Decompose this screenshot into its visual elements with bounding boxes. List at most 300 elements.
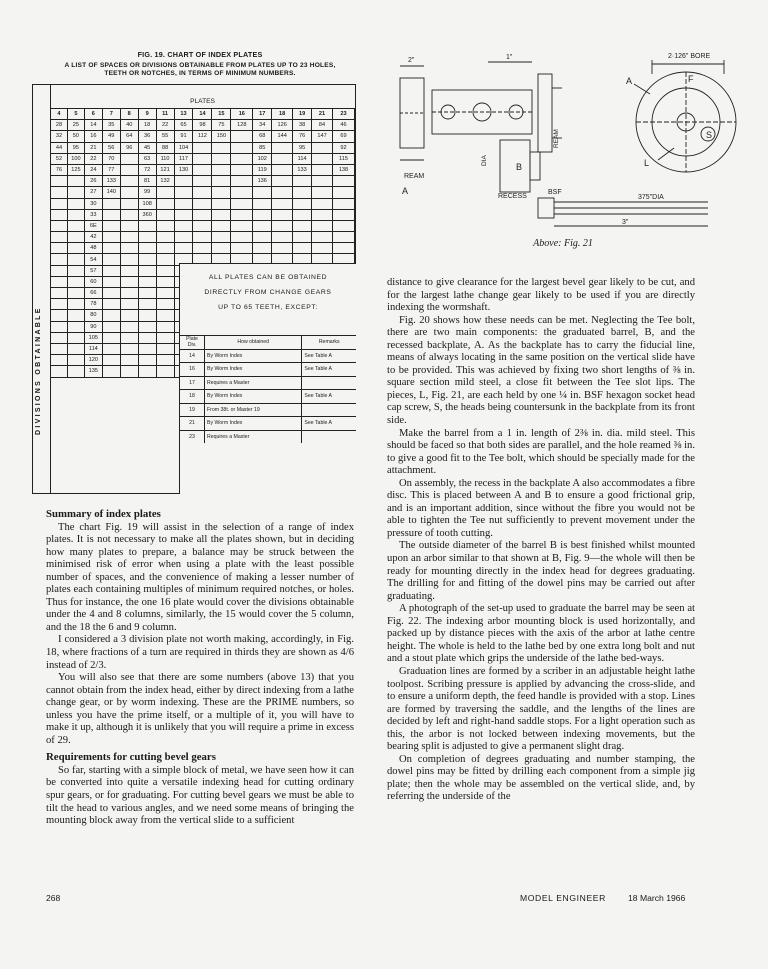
division-cell bbox=[138, 332, 156, 343]
division-cell bbox=[120, 153, 138, 164]
exceptions-cell: See Table A bbox=[302, 349, 356, 363]
exceptions-cell: 21 bbox=[180, 417, 205, 431]
division-cell bbox=[231, 187, 253, 198]
division-cell: 76 bbox=[293, 131, 312, 142]
division-cell bbox=[212, 232, 231, 243]
division-cell bbox=[67, 209, 84, 220]
division-cell: 76 bbox=[51, 164, 68, 175]
plate-size-cell: 18 bbox=[272, 109, 293, 120]
plates-row bbox=[51, 131, 355, 142]
division-cell bbox=[102, 288, 120, 299]
division-cell: 105 bbox=[84, 332, 102, 343]
ream-label-left: REAM bbox=[404, 173, 425, 180]
division-cell: 132 bbox=[156, 176, 174, 187]
division-cell bbox=[231, 243, 253, 254]
dia-label-vertical: DIA bbox=[481, 155, 488, 166]
division-cell bbox=[212, 142, 231, 153]
division-cell: 92 bbox=[332, 142, 354, 153]
division-cell: 85 bbox=[253, 142, 272, 153]
division-cell: 130 bbox=[174, 164, 193, 175]
plates-header-row bbox=[51, 109, 355, 120]
body-paragraph: distance to give clearance for the largest bevel gear likely to be cut, and for the largest lathe change gear likely to be used if you are directly indexing the wormshaft. bbox=[387, 277, 695, 314]
right-text-column bbox=[387, 277, 695, 804]
division-cell bbox=[156, 276, 174, 287]
division-cell bbox=[120, 198, 138, 209]
division-cell: 46 bbox=[332, 120, 354, 131]
division-cell bbox=[102, 209, 120, 220]
division-cell bbox=[253, 220, 272, 231]
division-cell bbox=[212, 243, 231, 254]
division-cell: 14 bbox=[84, 120, 102, 131]
division-cell bbox=[51, 209, 68, 220]
division-cell: 128 bbox=[231, 120, 253, 131]
division-cell bbox=[67, 254, 84, 265]
body-paragraph: Make the barrel from a 1 in. length of 2⅜ in. dia. mild steel. This should be faced so that both sides are parallel, and the hole reamed ⅜ in. to give a good fit to the Tee bolt, which should be specially made for the attachment. bbox=[387, 427, 695, 477]
division-cell bbox=[231, 142, 253, 153]
plates-row bbox=[51, 120, 355, 131]
dia-375-label: 375"DIA bbox=[638, 194, 664, 201]
division-cell: 30 bbox=[84, 198, 102, 209]
division-cell bbox=[174, 209, 193, 220]
division-cell: 63 bbox=[138, 153, 156, 164]
label-a-left: A bbox=[402, 186, 409, 196]
division-cell bbox=[51, 254, 68, 265]
division-cell bbox=[231, 232, 253, 243]
exceptions-cell: 23 bbox=[180, 430, 205, 443]
body-paragraph: Graduation lines are formed by a scriber in an adjustable height lathe toolpost. Scribing pressure is applied by advancing the cross-slide, and to ensure a uniform depth, the feed handle is provided with a stop. Lines are formed by traversing the saddle, and the lengths of the lines are decided by left and right-hand saddle stops. For a light operation such as this, the arbor is not locked between indexing movements, but the bearing split is adjusted to give a permanent slight drag. bbox=[387, 665, 695, 753]
plates-row bbox=[51, 142, 355, 153]
division-cell: 65 bbox=[174, 120, 193, 131]
plates-row bbox=[51, 232, 355, 243]
division-cell bbox=[120, 355, 138, 366]
division-cell: 40 bbox=[120, 120, 138, 131]
division-cell bbox=[156, 254, 174, 265]
plate-size-cell: 11 bbox=[156, 109, 174, 120]
division-cell bbox=[332, 243, 354, 254]
division-cell: 56 bbox=[102, 142, 120, 153]
plates-row bbox=[51, 198, 355, 209]
division-cell: 66 bbox=[84, 288, 102, 299]
division-cell bbox=[156, 232, 174, 243]
division-cell bbox=[193, 153, 212, 164]
division-cell bbox=[293, 232, 312, 243]
exceptions-line-2: DIRECTLY FROM CHANGE GEARS bbox=[204, 289, 332, 296]
dim-top-mid-text: 1" bbox=[506, 54, 513, 61]
division-cell: 25 bbox=[67, 120, 84, 131]
division-cell bbox=[102, 332, 120, 343]
exceptions-row bbox=[180, 363, 356, 377]
division-cell bbox=[193, 220, 212, 231]
division-cell bbox=[156, 355, 174, 366]
division-cell bbox=[102, 265, 120, 276]
division-cell bbox=[120, 209, 138, 220]
exceptions-cell: 14 bbox=[180, 349, 205, 363]
division-cell bbox=[138, 343, 156, 354]
division-cell: 147 bbox=[312, 131, 333, 142]
division-cell bbox=[312, 176, 333, 187]
division-cell bbox=[51, 176, 68, 187]
division-cell bbox=[332, 176, 354, 187]
division-cell: 64 bbox=[120, 131, 138, 142]
plates-heading: PLATES bbox=[190, 98, 215, 105]
division-cell bbox=[156, 243, 174, 254]
division-cell: 35 bbox=[102, 120, 120, 131]
division-cell bbox=[51, 232, 68, 243]
division-cell: 140 bbox=[102, 187, 120, 198]
division-cell bbox=[212, 198, 231, 209]
division-cell: 55 bbox=[156, 131, 174, 142]
division-cell bbox=[156, 265, 174, 276]
division-cell bbox=[212, 209, 231, 220]
division-cell bbox=[102, 321, 120, 332]
division-cell bbox=[193, 164, 212, 175]
division-cell: 96 bbox=[120, 142, 138, 153]
division-cell bbox=[67, 187, 84, 198]
section-heading: Requirements for cutting bevel gears bbox=[46, 751, 216, 764]
division-cell: 38 bbox=[293, 120, 312, 131]
dim-bottom-text: 3" bbox=[622, 219, 629, 226]
division-cell bbox=[67, 299, 84, 310]
exceptions-header-cell: How obtained bbox=[205, 336, 302, 350]
plate-size-cell: 7 bbox=[102, 109, 120, 120]
division-cell bbox=[174, 232, 193, 243]
exceptions-cell: 19 bbox=[180, 403, 205, 417]
left-text-column bbox=[46, 504, 354, 828]
division-cell bbox=[231, 164, 253, 175]
division-cell: 70 bbox=[102, 153, 120, 164]
plates-row bbox=[51, 164, 355, 175]
division-cell bbox=[51, 310, 68, 321]
division-cell: 24 bbox=[84, 164, 102, 175]
division-cell bbox=[67, 220, 84, 231]
body-paragraph: A photograph of the set-up used to graduate the barrel may be seen at Fig. 22. The indexing arbor mounting block is used horizontally, and packed up by distance pieces with the axis of the arbor at lathe centre height. The whole is held to the lathe bed by one extra long bolt and nut and a stout plate which grips the underside of the lathe bed-ways. bbox=[387, 603, 695, 665]
body-paragraph: On completion of degrees graduating and number stamping, the dowel pins may be fitted by drilling each component from a simple jig plate; then the whole may be assembled on the vertical slide, and, by referring the underside of the bbox=[387, 753, 695, 803]
figure-21-drawing bbox=[388, 48, 748, 230]
division-cell: 60 bbox=[84, 276, 102, 287]
plate-size-cell: 5 bbox=[67, 109, 84, 120]
division-cell bbox=[67, 288, 84, 299]
division-cell bbox=[174, 198, 193, 209]
division-cell: 22 bbox=[156, 120, 174, 131]
exceptions-cell bbox=[302, 430, 356, 443]
division-cell bbox=[293, 187, 312, 198]
division-cell bbox=[138, 265, 156, 276]
exceptions-cell: By Worm Index bbox=[205, 349, 302, 363]
ream-label-vertical: REAM bbox=[553, 129, 560, 148]
exceptions-panel bbox=[179, 263, 356, 494]
plates-row bbox=[51, 220, 355, 231]
division-cell bbox=[253, 187, 272, 198]
division-cell: 360 bbox=[138, 209, 156, 220]
division-cell: 78 bbox=[84, 299, 102, 310]
division-cell bbox=[231, 220, 253, 231]
plate-size-cell: 19 bbox=[293, 109, 312, 120]
division-cell bbox=[212, 176, 231, 187]
exceptions-cell: Requires a Master bbox=[205, 376, 302, 390]
division-cell bbox=[193, 142, 212, 153]
division-cell: 136 bbox=[253, 176, 272, 187]
division-cell bbox=[67, 321, 84, 332]
plates-row bbox=[51, 209, 355, 220]
division-cell bbox=[253, 209, 272, 220]
division-cell bbox=[51, 299, 68, 310]
division-cell bbox=[156, 288, 174, 299]
division-cell bbox=[120, 343, 138, 354]
exceptions-cell: By Worm Index bbox=[205, 417, 302, 431]
division-cell: 77 bbox=[102, 164, 120, 175]
division-cell bbox=[293, 176, 312, 187]
division-cell bbox=[156, 366, 174, 377]
division-cell bbox=[51, 265, 68, 276]
division-cell bbox=[272, 164, 293, 175]
division-cell bbox=[272, 220, 293, 231]
division-cell bbox=[332, 187, 354, 198]
division-cell: 72 bbox=[138, 164, 156, 175]
plate-size-cell: 6 bbox=[84, 109, 102, 120]
division-cell: 33 bbox=[84, 209, 102, 220]
division-cell bbox=[312, 232, 333, 243]
division-cell: 133 bbox=[293, 164, 312, 175]
figure-21-svg bbox=[388, 48, 748, 230]
division-cell bbox=[272, 198, 293, 209]
exceptions-cell: See Table A bbox=[302, 363, 356, 377]
division-cell bbox=[332, 209, 354, 220]
division-cell bbox=[174, 187, 193, 198]
division-cell: 112 bbox=[193, 131, 212, 142]
division-cell: 81 bbox=[138, 176, 156, 187]
division-cell bbox=[174, 220, 193, 231]
exceptions-cell: See Table A bbox=[302, 390, 356, 404]
plates-row bbox=[51, 153, 355, 164]
plates-row bbox=[51, 176, 355, 187]
division-cell bbox=[67, 265, 84, 276]
division-cell bbox=[312, 209, 333, 220]
division-cell bbox=[231, 153, 253, 164]
division-cell bbox=[231, 209, 253, 220]
division-cell: 110 bbox=[156, 153, 174, 164]
exceptions-header-cell: Plate Div. bbox=[180, 336, 205, 350]
body-paragraph: The chart Fig. 19 will assist in the selection of a range of index plates. It is not necessary to make all the plates shown, but in deciding how many plates to prepare, a balance may be struck between the minimised risk of error when using a plate with the least possible number of spaces, and the convenience of making a lesser number of plates each containing multiples of minimum required notches, or holes. Thus for instance, the one 16 plate would cover the divisions obtainable under the 4 and 8 columns, similarly, the 15 would cover the 5 column, and the 18 the 6 and 9 column. bbox=[46, 521, 354, 633]
division-cell bbox=[67, 198, 84, 209]
division-cell bbox=[51, 288, 68, 299]
division-cell: 99 bbox=[138, 187, 156, 198]
exceptions-cell: From 38t. or Master 19 bbox=[205, 403, 302, 417]
division-cell bbox=[120, 332, 138, 343]
exceptions-cell bbox=[302, 403, 356, 417]
plate-size-cell: 16 bbox=[231, 109, 253, 120]
division-cell: 95 bbox=[67, 142, 84, 153]
division-cell bbox=[120, 164, 138, 175]
division-cell: 150 bbox=[212, 131, 231, 142]
division-cell bbox=[138, 321, 156, 332]
body-paragraph: On assembly, the recess in the backplate A also accommodates a fibre disc. This is placed between A and B to ensure a good frictional grip, and is an important addition, since without the fibre you would not be able to tighten the Tee nut sufficiently to prevent movement under the pressure of tooth cutting. bbox=[387, 477, 695, 539]
division-cell bbox=[156, 220, 174, 231]
division-cell: 42 bbox=[84, 232, 102, 243]
division-cell bbox=[312, 220, 333, 231]
division-cell bbox=[138, 366, 156, 377]
division-cell bbox=[51, 276, 68, 287]
division-cell bbox=[67, 276, 84, 287]
division-cell: 104 bbox=[174, 142, 193, 153]
division-cell bbox=[120, 254, 138, 265]
division-cell bbox=[102, 254, 120, 265]
exceptions-cell: Requires a Master bbox=[205, 430, 302, 443]
exceptions-row bbox=[180, 417, 356, 431]
division-cell: 135 bbox=[84, 366, 102, 377]
division-cell bbox=[120, 232, 138, 243]
division-cell bbox=[174, 243, 193, 254]
division-cell bbox=[120, 321, 138, 332]
division-cell bbox=[102, 343, 120, 354]
division-cell bbox=[272, 187, 293, 198]
bsf-label: BSF bbox=[548, 189, 562, 196]
division-cell bbox=[272, 209, 293, 220]
exceptions-line-3: UP TO 65 TEETH, EXCEPT: bbox=[218, 304, 318, 311]
division-cell bbox=[51, 198, 68, 209]
division-cell: 36 bbox=[138, 131, 156, 142]
division-cell: 90 bbox=[84, 321, 102, 332]
body-paragraph: You will also see that there are some numbers (above 13) that you cannot obtain from the index head, either by direct indexing from a lathe change gear, or by worm indexing. These are the PRIME numbers, so unless you have the prime itself, or a multiple of it, you will have to make it up, although it is unlikely that you will require a prime in excess of 29. bbox=[46, 672, 354, 746]
division-cell: 57 bbox=[84, 265, 102, 276]
division-cell bbox=[138, 220, 156, 231]
division-cell bbox=[332, 220, 354, 231]
exceptions-table bbox=[180, 335, 356, 443]
exceptions-cell: By Worm Index bbox=[205, 363, 302, 377]
exceptions-cell: 16 bbox=[180, 363, 205, 377]
division-cell: 138 bbox=[332, 164, 354, 175]
exceptions-row bbox=[180, 376, 356, 390]
division-cell bbox=[138, 254, 156, 265]
division-cell: 75 bbox=[212, 120, 231, 131]
plate-size-cell: 21 bbox=[312, 109, 333, 120]
figure-21-caption: Above: Fig. 21 bbox=[533, 238, 593, 249]
bore-dim-text: 2·126" BORE bbox=[668, 53, 711, 60]
exceptions-row bbox=[180, 403, 356, 417]
plate-size-cell: 9 bbox=[138, 109, 156, 120]
division-cell: 54 bbox=[84, 254, 102, 265]
division-cell: 91 bbox=[174, 131, 193, 142]
division-cell: 88 bbox=[156, 142, 174, 153]
division-cell bbox=[212, 164, 231, 175]
division-cell bbox=[156, 321, 174, 332]
division-cell bbox=[120, 299, 138, 310]
division-cell: 144 bbox=[272, 131, 293, 142]
exceptions-cell: See Table A bbox=[302, 417, 356, 431]
exceptions-cell: 18 bbox=[180, 390, 205, 404]
division-cell bbox=[51, 321, 68, 332]
division-cell: 28 bbox=[51, 120, 68, 131]
division-cell: 115 bbox=[332, 153, 354, 164]
division-cell bbox=[272, 142, 293, 153]
figure-19-subtitle-line-1: A LIST OF SPACES OR DIVISIONS OBTAINABLE FROM PLATES UP TO 23 HOLES, bbox=[64, 62, 336, 69]
division-cell: 26 bbox=[84, 176, 102, 187]
division-cell bbox=[332, 198, 354, 209]
division-cell: 100 bbox=[67, 153, 84, 164]
division-cell: 120 bbox=[84, 355, 102, 366]
division-cell bbox=[67, 366, 84, 377]
plate-size-cell: 8 bbox=[120, 109, 138, 120]
plate-size-cell: 13 bbox=[174, 109, 193, 120]
division-cell bbox=[120, 176, 138, 187]
plate-size-cell: 14 bbox=[193, 109, 212, 120]
plate-size-cell: 23 bbox=[332, 109, 354, 120]
exceptions-row bbox=[180, 349, 356, 363]
division-cell bbox=[156, 209, 174, 220]
division-cell: 32 bbox=[51, 131, 68, 142]
division-cell bbox=[193, 209, 212, 220]
label-s: S bbox=[706, 130, 713, 140]
division-cell bbox=[138, 243, 156, 254]
division-cell: 117 bbox=[174, 153, 193, 164]
division-cell bbox=[102, 276, 120, 287]
division-cell bbox=[102, 243, 120, 254]
division-cell bbox=[332, 232, 354, 243]
division-cell bbox=[51, 332, 68, 343]
plates-row bbox=[51, 187, 355, 198]
division-cell: 49 bbox=[102, 131, 120, 142]
division-cell: 22 bbox=[84, 153, 102, 164]
exceptions-cell: By Worm Index bbox=[205, 390, 302, 404]
figure-19-title: FIG. 19. CHART OF INDEX PLATES bbox=[137, 50, 263, 59]
division-cell bbox=[67, 332, 84, 343]
figure-19-subtitle-line-2: TEETH OR NOTCHES, IN TERMS OF MINIMUM NUMBERS. bbox=[104, 70, 296, 77]
division-cell bbox=[102, 355, 120, 366]
division-cell: 84 bbox=[312, 120, 333, 131]
division-cell bbox=[293, 243, 312, 254]
division-cell bbox=[51, 366, 68, 377]
division-cell bbox=[193, 232, 212, 243]
division-cell bbox=[138, 232, 156, 243]
division-cell: 68 bbox=[253, 131, 272, 142]
page-number: 268 bbox=[46, 893, 61, 903]
division-cell: 34 bbox=[253, 120, 272, 131]
division-cell: 45 bbox=[138, 142, 156, 153]
division-cell bbox=[102, 299, 120, 310]
division-cell bbox=[120, 265, 138, 276]
division-cell bbox=[272, 176, 293, 187]
division-cell bbox=[102, 310, 120, 321]
division-cell bbox=[312, 187, 333, 198]
division-cell: 69 bbox=[332, 131, 354, 142]
division-cell bbox=[120, 243, 138, 254]
body-paragraph: So far, starting with a simple block of metal, we have seen how it can be converted into quite a versatile indexing head for cutting ordinary spur gears, or for graduating. For cutting bevel gears we must be able to tilt the head to various angles, and we need some means of bringing the mounting block away from the vertical slide to a sufficient bbox=[46, 764, 354, 827]
division-cell: 125 bbox=[67, 164, 84, 175]
division-cell: 48 bbox=[84, 243, 102, 254]
division-cell bbox=[312, 243, 333, 254]
division-cell bbox=[67, 355, 84, 366]
division-cell bbox=[272, 243, 293, 254]
body-paragraph: The outside diameter of the barrel B is best finished whilst mounted upon an arbor similar to that shown at B, Fig. 9—the whole will then be ready for mounting directly in the index head for degrees graduating. The drilling for and fitting of the dowel pins may be carried out after graduating. bbox=[387, 540, 695, 602]
division-cell bbox=[51, 187, 68, 198]
division-cell bbox=[253, 198, 272, 209]
division-cell bbox=[67, 343, 84, 354]
division-cell: 121 bbox=[156, 164, 174, 175]
section-heading: Summary of index plates bbox=[46, 508, 161, 520]
division-cell: 80 bbox=[84, 310, 102, 321]
exceptions-line-1: ALL PLATES CAN BE OBTAINED bbox=[208, 274, 328, 281]
division-cell bbox=[120, 220, 138, 231]
division-cell bbox=[193, 187, 212, 198]
division-cell bbox=[138, 310, 156, 321]
division-cell bbox=[293, 209, 312, 220]
plate-size-cell: 15 bbox=[212, 109, 231, 120]
division-cell bbox=[120, 276, 138, 287]
division-cell bbox=[67, 232, 84, 243]
division-cell: 102 bbox=[253, 153, 272, 164]
division-cell bbox=[156, 310, 174, 321]
division-cell bbox=[193, 198, 212, 209]
division-cell bbox=[67, 176, 84, 187]
